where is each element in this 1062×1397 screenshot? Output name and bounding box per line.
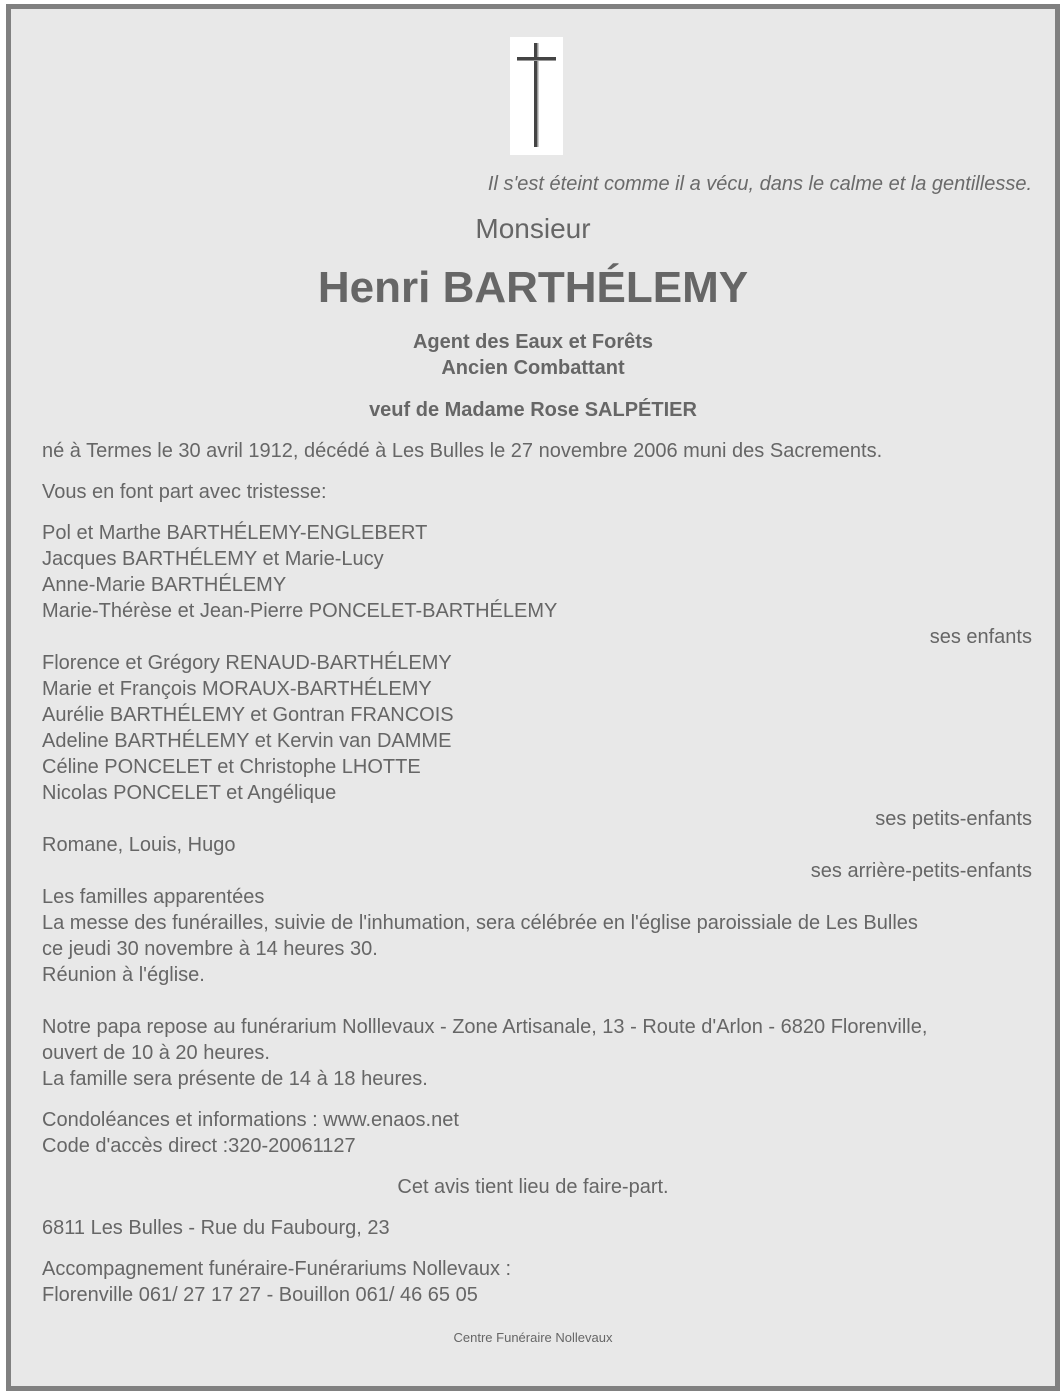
great-grandchildren-entry: Romane, Louis, Hugo <box>42 834 236 856</box>
great-grandchildren-label: ses arrière-petits-enfants <box>810 860 1032 882</box>
mass-line: La messe des funérailles, suivie de l'inhumation, sera célébrée en l'église paroissiale de Les Bulles <box>42 912 918 934</box>
rest-line: La famille sera présente de 14 à 18 heures. <box>42 1068 428 1090</box>
grandchild-entry: Nicolas PONCELET et Angélique <box>42 782 337 804</box>
widow-of: veuf de Madame Rose SALPÉTIER <box>369 399 697 421</box>
occupation: Agent des Eaux et Forêts <box>412 331 654 353</box>
child-entry: Marie-Thérèse et Jean-Pierre PONCELET-BARTHÉLEMY <box>42 600 558 622</box>
cross-icon <box>510 37 563 155</box>
child-entry: Anne-Marie BARTHÉLEMY <box>42 574 287 596</box>
salutation: Monsieur <box>475 213 591 244</box>
obituary-card <box>6 4 1060 1391</box>
epitaph-quote: Il s'est éteint comme il a vécu, dans le calme et la gentillesse. <box>487 173 1032 195</box>
grandchild-entry: Marie et François MORAUX-BARTHÉLEMY <box>42 678 432 700</box>
grandchildren-label: ses petits-enfants <box>875 808 1032 830</box>
access-code-line: Code d'accès direct :320-20061127 <box>42 1135 356 1157</box>
intro-line: Vous en font part avec tristesse: <box>42 481 327 503</box>
mass-line: ce jeudi 30 novembre à 14 heures 30. <box>42 938 378 960</box>
notice-line: Cet avis tient lieu de faire-part. <box>397 1176 669 1198</box>
children-label: ses enfants <box>929 626 1032 648</box>
mass-line: Réunion à l'église. <box>42 964 205 986</box>
grandchild-entry: Adeline BARTHÉLEMY et Kervin van DAMME <box>42 730 452 752</box>
families-line: Les familles apparentées <box>42 886 265 908</box>
address-line: 6811 Les Bulles - Rue du Faubourg, 23 <box>42 1217 390 1239</box>
funeral-services-line: Accompagnement funéraire-Funérariums Nollevaux : <box>42 1258 512 1280</box>
grandchild-entry: Florence et Grégory RENAUD-BARTHÉLEMY <box>42 652 452 674</box>
grandchild-entry: Céline PONCELET et Christophe LHOTTE <box>42 756 421 778</box>
veteran-status: Ancien Combattant <box>441 357 625 379</box>
rest-line: ouvert de 10 à 20 heures. <box>42 1042 270 1064</box>
rest-line: Notre papa repose au funérarium Nolllevaux - Zone Artisanale, 13 - Route d'Arlon - 6820 Florenville, <box>42 1016 928 1038</box>
condolences-line: Condoléances et informations : www.enaos.net <box>42 1109 459 1131</box>
child-entry: Jacques BARTHÉLEMY et Marie-Lucy <box>42 548 384 570</box>
footer-credit: Centre Funéraire Nollevaux <box>453 1330 613 1345</box>
child-entry: Pol et Marthe BARTHÉLEMY-ENGLEBERT <box>42 522 428 544</box>
funeral-phones-line: Florenville 061/ 27 17 27 - Bouillon 061/ 46 65 05 <box>42 1284 478 1306</box>
grandchild-entry: Aurélie BARTHÉLEMY et Gontran FRANCOIS <box>42 704 454 726</box>
deceased-name: Henri BARTHÉLEMY <box>317 263 749 312</box>
birth-death-line: né à Termes le 30 avril 1912, décédé à Les Bulles le 27 novembre 2006 muni des Sacrements. <box>42 440 883 462</box>
